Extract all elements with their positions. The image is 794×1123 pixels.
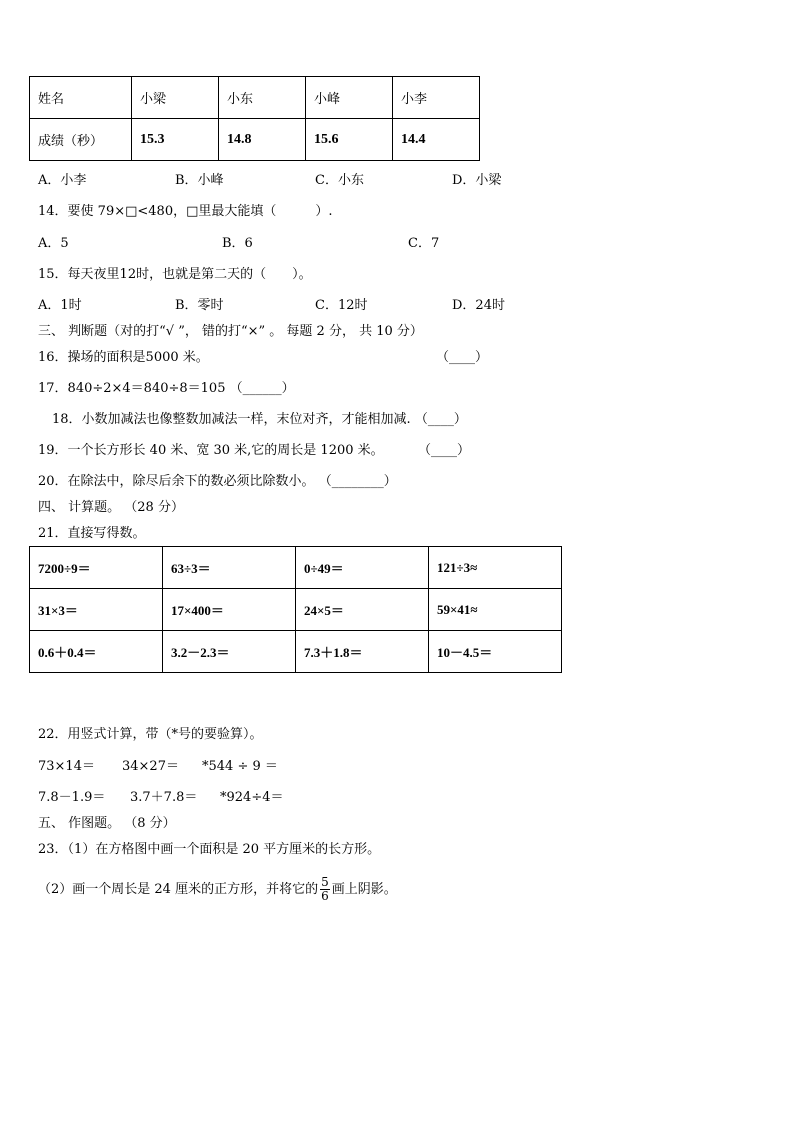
q14-option-b: B．6 [222, 236, 253, 251]
table-cell: 14.4 [393, 119, 480, 161]
q22-expr: 73×14＝ [38, 759, 95, 774]
judge-answer-paren[interactable]: （____） [414, 412, 467, 427]
table-cell: 7.3＋1.8＝ [296, 631, 429, 673]
table-cell: 63÷3＝ [163, 547, 296, 589]
q21-title: 21．直接写得数。 [38, 526, 146, 541]
fraction-numerator: 5 [321, 875, 329, 889]
table-row [30, 77, 480, 119]
section-heading: 三、 判断题（对的打“√ ”， 错的打“×” 。 每题 2 分， 共 10 分） [38, 324, 423, 339]
judge-answer-paren[interactable]: （________） [318, 474, 397, 489]
judge-text: 19．一个长方形长 40 米、宽 30 米,它的周长是 1200 米。 [38, 443, 384, 458]
q13-option-a: A．小李 [38, 173, 87, 188]
q23-part2 [38, 876, 397, 903]
table-cell: 15.3 [132, 119, 219, 161]
table-row [30, 119, 480, 161]
table-cell: 121÷3≈ [429, 547, 562, 589]
table-row [30, 547, 562, 589]
q22-expr: 34×27＝ [122, 759, 179, 774]
q13-option-b: B．小峰 [175, 173, 224, 188]
q22-title: 22．用竖式计算，带（*号的要验算）。 [38, 727, 263, 742]
judge-item [52, 408, 467, 427]
table-cell: 0.6＋0.4＝ [30, 631, 163, 673]
judge-item [38, 377, 295, 396]
table-cell: 小东 [219, 77, 306, 119]
judge-text: 18．小数加减法也像整数加减法一样，末位对齐，才能相加减. [52, 412, 411, 427]
calc-table [29, 546, 562, 673]
table-cell: 小梁 [132, 77, 219, 119]
judge-text: 16．操场的面积是5000 米。 [38, 350, 209, 365]
score-table [29, 76, 480, 161]
q22-expr: *924÷4＝ [220, 790, 284, 805]
table-cell: 17×400＝ [163, 589, 296, 631]
table-cell: 10－4.5＝ [429, 631, 562, 673]
q13-option-d: D．小梁 [452, 173, 502, 188]
judge-text: 20．在除法中，除尽后余下的数必须比除数小。 [38, 474, 315, 489]
table-cell: 14.8 [219, 119, 306, 161]
q22-expr: *544 ÷ 9 ＝ [202, 759, 278, 774]
q15-stem: 15．每天夜里12时，也就是第二天的（ ）。 [38, 267, 312, 282]
table-cell: 7200÷9＝ [30, 547, 163, 589]
q15-option-b: B．零时 [175, 298, 224, 313]
q15-option-c: C．12时 [315, 298, 368, 313]
table-cell: 小峰 [306, 77, 393, 119]
q23-part2-text: 画上阴影。 [331, 882, 397, 897]
table-row [30, 589, 562, 631]
q22-expr: 3.7＋7.8＝ [130, 790, 198, 805]
table-cell: 15.6 [306, 119, 393, 161]
judge-text: 17．840÷2×4＝840÷8＝105 [38, 381, 230, 396]
table-cell: 成绩（秒） [30, 119, 132, 161]
table-cell: 姓名 [30, 77, 132, 119]
q14-stem: 14．要使 79×□<480，□里最大能填（ ）. [38, 204, 333, 219]
q14-option-a: A．5 [38, 236, 69, 251]
q13-option-c: C．小东 [315, 173, 364, 188]
table-cell: 24×5＝ [296, 589, 429, 631]
judge-answer-paren[interactable]: （____） [418, 443, 471, 458]
table-cell: 0÷49＝ [296, 547, 429, 589]
table-row [30, 631, 562, 673]
judge-answer-paren[interactable]: （______） [229, 381, 295, 396]
table-cell: 3.2－2.3＝ [163, 631, 296, 673]
table-cell: 小李 [393, 77, 480, 119]
judge-item [38, 346, 209, 365]
q22-expr: 7.8－1.9＝ [38, 790, 106, 805]
fraction [320, 876, 330, 903]
judge-answer-paren[interactable]: （____） [436, 350, 489, 365]
q23-part1: 23．（1）在方格图中画一个面积是 20 平方厘米的长方形。 [38, 842, 381, 857]
section-heading: 四、 计算题。 （28 分） [38, 500, 184, 515]
table-cell: 31×3＝ [30, 589, 163, 631]
q15-option-a: A．1时 [38, 298, 82, 313]
fraction-denominator: 6 [321, 889, 329, 903]
judge-item [38, 470, 397, 489]
table-cell: 59×41≈ [429, 589, 562, 631]
q23-part2-text: （2）画一个周长是 24 厘米的正方形，并将它的 [38, 882, 319, 897]
judge-item [38, 439, 384, 458]
q14-option-c: C．7 [408, 236, 440, 251]
section-heading: 五、 作图题。 （8 分） [38, 816, 176, 831]
q15-option-d: D．24时 [452, 298, 505, 313]
